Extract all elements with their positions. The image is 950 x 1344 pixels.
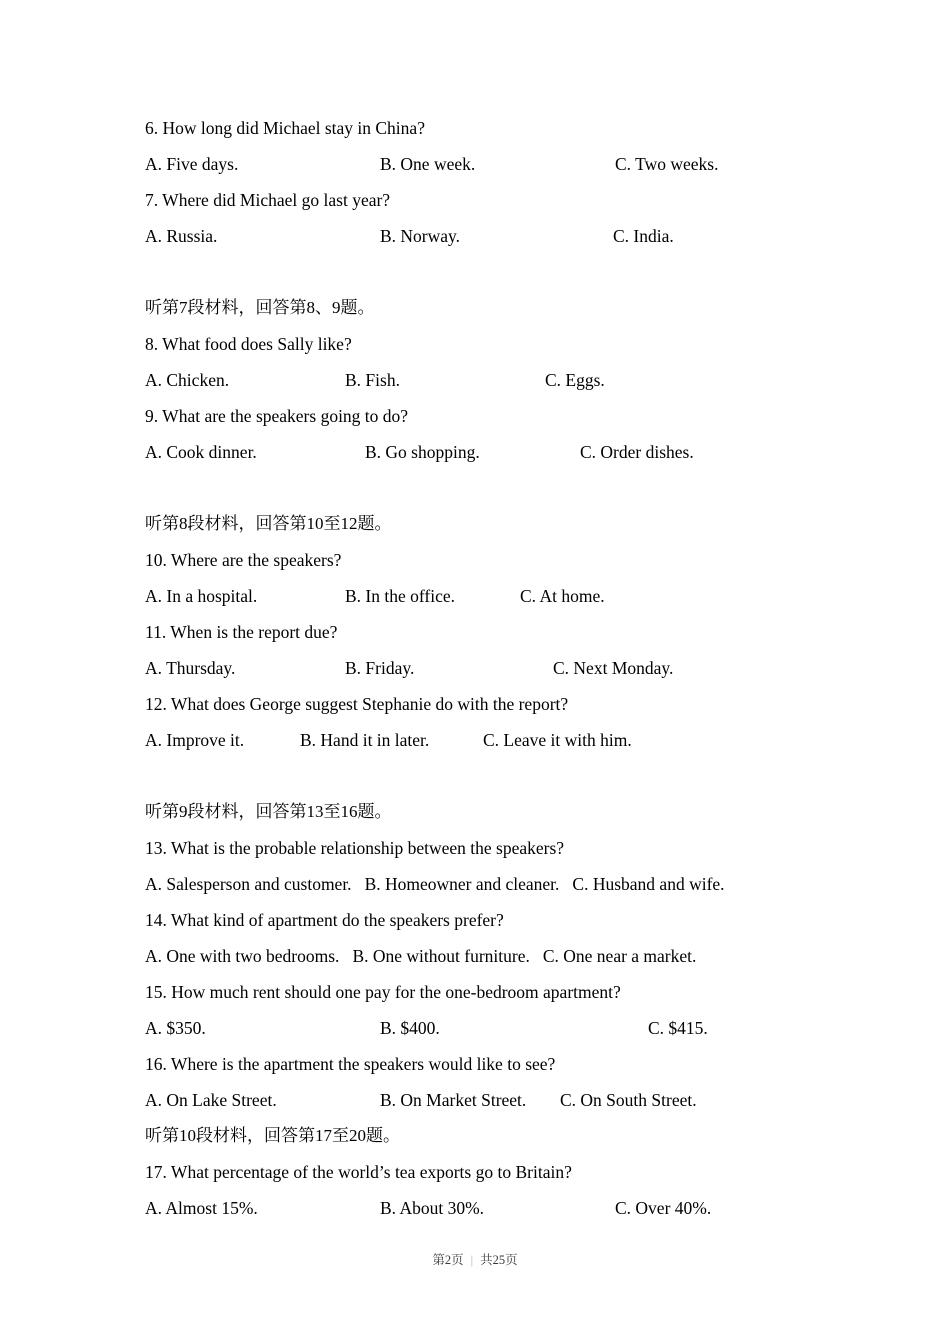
question-17-options bbox=[145, 1190, 820, 1226]
question-10-option-c: C. At home. bbox=[520, 586, 605, 606]
question-15-text: 15. How much rent should one pay for the one-bedroom apartment? bbox=[145, 982, 621, 1002]
blank-line bbox=[145, 254, 820, 290]
question-11-option-b: B. Friday. bbox=[345, 658, 415, 678]
question-14-text: 14. What kind of apartment do the speakers prefer? bbox=[145, 910, 504, 930]
question-15-option-a: A. $350. bbox=[145, 1018, 206, 1038]
question-15-option-b: B. $400. bbox=[380, 1018, 440, 1038]
question-7-text: 7. Where did Michael go last year? bbox=[145, 190, 391, 210]
blank-line bbox=[145, 758, 820, 794]
question-12-text: 12. What does George suggest Stephanie do with the report? bbox=[145, 694, 569, 714]
question-11-text: 11. When is the report due? bbox=[145, 622, 338, 642]
question-12-options bbox=[145, 722, 820, 758]
question-11-options bbox=[145, 650, 820, 686]
section-heading-10: 听第10段材料，回答第17至20题。 bbox=[145, 1126, 400, 1145]
question-9-option-a: A. Cook dinner. bbox=[145, 442, 257, 462]
section-heading-9: 听第9段材料，回答第13至16题。 bbox=[145, 802, 392, 821]
question-6-option-b: B. One week. bbox=[380, 154, 476, 174]
question-16-options bbox=[145, 1082, 820, 1118]
question-6-text: 6. How long did Michael stay in China? bbox=[145, 118, 425, 138]
question-15-option-c: C. $415. bbox=[648, 1018, 708, 1038]
question-8-option-b: B. Fish. bbox=[345, 370, 400, 390]
question-7-option-c: C. India. bbox=[613, 226, 674, 246]
question-13-text: 13. What is the probable relationship between the speakers? bbox=[145, 838, 565, 858]
question-17-text: 17. What percentage of the world’s tea exports go to Britain? bbox=[145, 1162, 572, 1182]
question-17-option-c: C. Over 40%. bbox=[615, 1198, 712, 1218]
question-6-options bbox=[145, 146, 820, 182]
question-10-options bbox=[145, 578, 820, 614]
question-14-option-a: A. One with two bedrooms. bbox=[145, 946, 340, 966]
question-16-option-a: A. On Lake Street. bbox=[145, 1090, 277, 1110]
question-8-option-c: C. Eggs. bbox=[545, 370, 605, 390]
question-12-option-b: B. Hand it in later. bbox=[300, 730, 430, 750]
question-14-options bbox=[145, 938, 820, 974]
question-8-options bbox=[145, 362, 820, 398]
question-10-option-a: A. In a hospital. bbox=[145, 586, 258, 606]
question-15-options bbox=[145, 1010, 820, 1046]
question-9-options bbox=[145, 434, 820, 470]
question-14-option-b: B. One without furniture. bbox=[352, 946, 530, 966]
question-10-option-b: B. In the office. bbox=[345, 586, 455, 606]
question-6-option-c: C. Two weeks. bbox=[615, 154, 719, 174]
question-7-options bbox=[145, 218, 820, 254]
question-9-option-b: B. Go shopping. bbox=[365, 442, 480, 462]
question-9-text: 9. What are the speakers going to do? bbox=[145, 406, 409, 426]
question-6-option-a: A. Five days. bbox=[145, 154, 239, 174]
blank-line bbox=[145, 470, 820, 506]
question-11-option-a: A. Thursday. bbox=[145, 658, 236, 678]
question-16-text: 16. Where is the apartment the speakers would like to see? bbox=[145, 1054, 556, 1074]
question-16-option-c: C. On South Street. bbox=[560, 1090, 697, 1110]
footer-total-pages: 共25页 bbox=[480, 1253, 518, 1267]
question-17-option-a: A. Almost 15%. bbox=[145, 1198, 258, 1218]
question-16-option-b: B. On Market Street. bbox=[380, 1090, 527, 1110]
section-heading-7: 听第7段材料，回答第8、9题。 bbox=[145, 298, 375, 317]
footer-separator: | bbox=[470, 1253, 474, 1267]
question-13-option-c: C. Husband and wife. bbox=[572, 874, 725, 894]
question-12-option-a: A. Improve it. bbox=[145, 730, 245, 750]
question-12-option-c: C. Leave it with him. bbox=[483, 730, 632, 750]
section-heading-8: 听第8段材料，回答第10至12题。 bbox=[145, 514, 392, 533]
question-9-option-c: C. Order dishes. bbox=[580, 442, 694, 462]
question-8-option-a: A. Chicken. bbox=[145, 370, 230, 390]
page-footer bbox=[0, 1250, 950, 1268]
question-14-option-c: C. One near a market. bbox=[542, 946, 697, 966]
question-8-text: 8. What food does Sally like? bbox=[145, 334, 352, 354]
question-7-option-b: B. Norway. bbox=[380, 226, 461, 246]
footer-page-number: 第2页 bbox=[432, 1253, 464, 1267]
question-13-option-b: B. Homeowner and cleaner. bbox=[364, 874, 560, 894]
question-10-text: 10. Where are the speakers? bbox=[145, 550, 342, 570]
question-7-option-a: A. Russia. bbox=[145, 226, 218, 246]
question-13-option-a: A. Salesperson and customer. bbox=[145, 874, 352, 894]
question-17-option-b: B. About 30%. bbox=[380, 1198, 485, 1218]
question-11-option-c: C. Next Monday. bbox=[553, 658, 674, 678]
question-13-options bbox=[145, 866, 820, 902]
